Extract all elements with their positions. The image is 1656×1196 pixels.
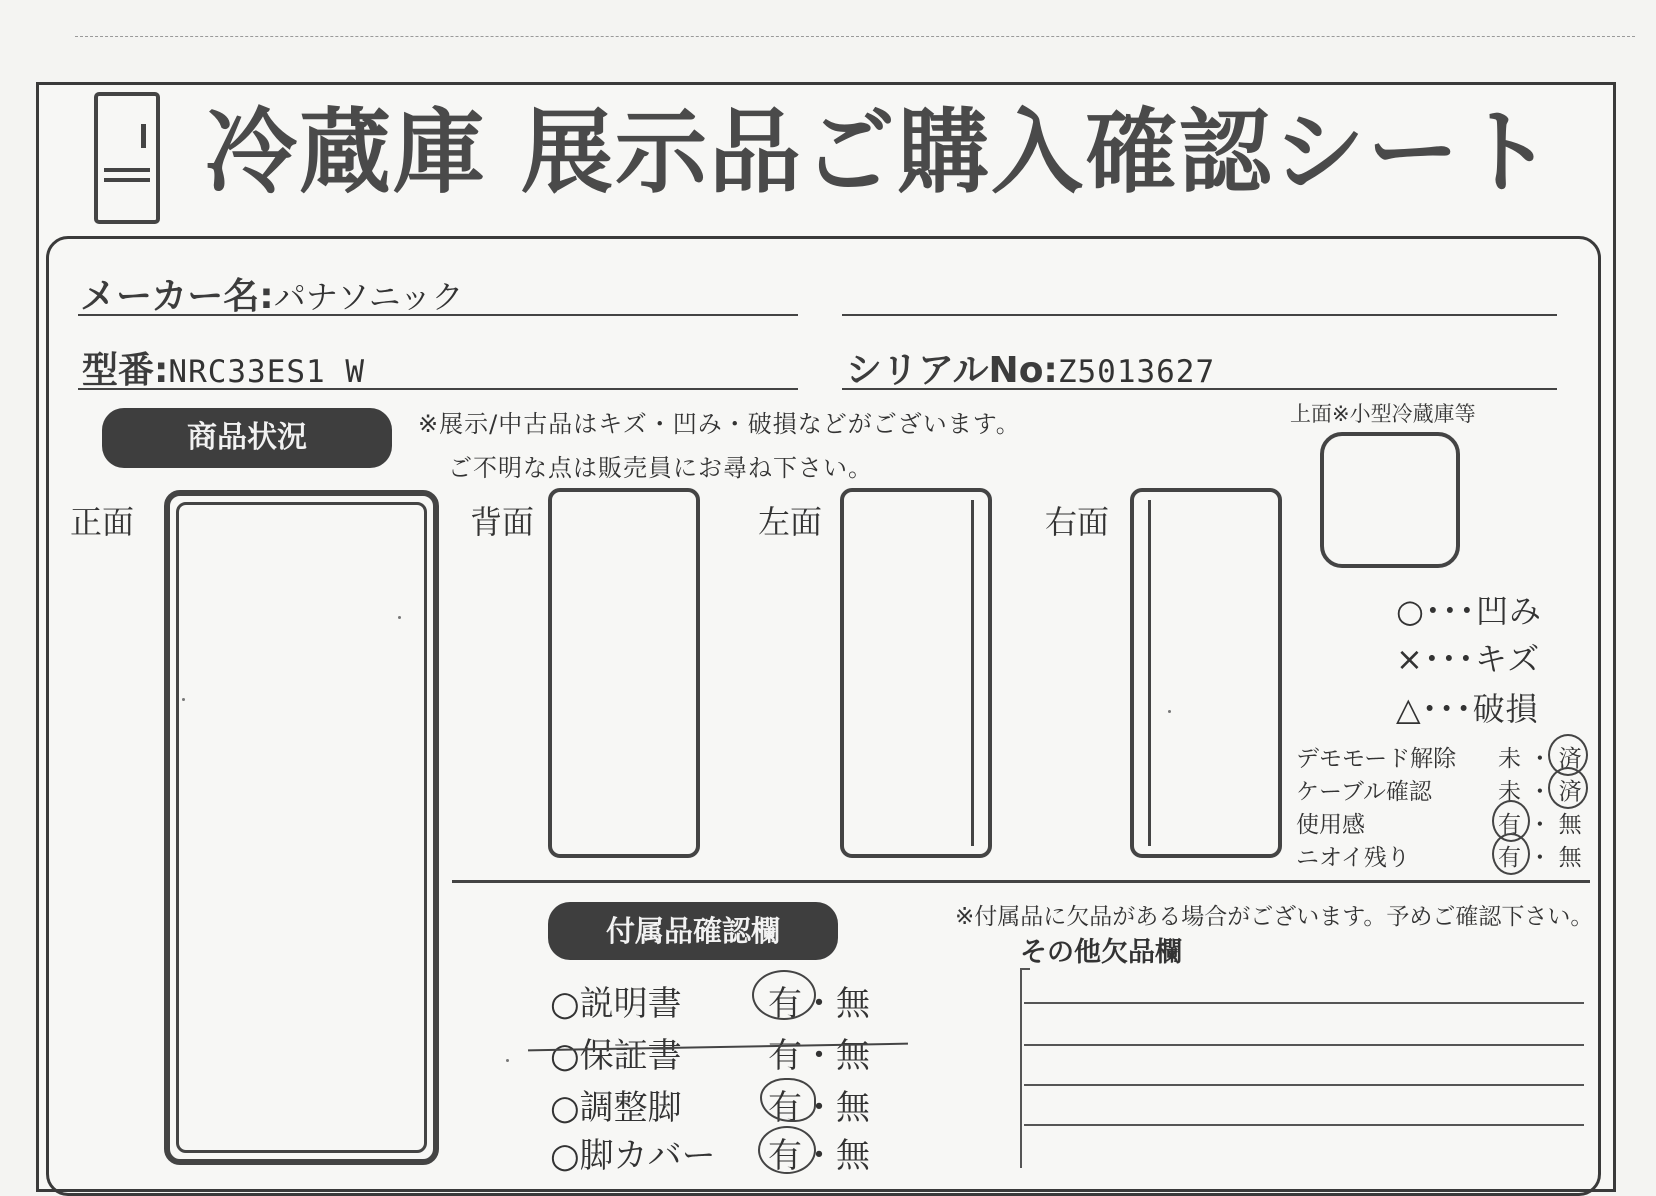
check-options-odor[interactable]: 有 ・ 無 (1498, 845, 1582, 871)
accessory-warranty: ○保証書 (550, 1036, 682, 1076)
model-field (82, 342, 365, 393)
top-note: ※小型冷蔵庫等 (1332, 402, 1476, 426)
condition-note-2: ご不明な点は販売員にお尋ね下さい。 (448, 454, 873, 482)
right-label: 右面 (1045, 503, 1110, 541)
serial-underline (842, 388, 1557, 390)
triangle-symbol: △ (1396, 690, 1422, 728)
legend-damage: △･･･破損 (1396, 690, 1539, 728)
serial-field (846, 342, 1215, 393)
model-label: 型番: (82, 350, 169, 391)
front-view-box[interactable] (164, 490, 439, 1165)
maker-field (80, 268, 463, 319)
maker-label: メーカー名: (80, 276, 274, 317)
selected-mark (1548, 767, 1588, 809)
check-options-usage[interactable]: 有 ・ 無 (1498, 812, 1582, 838)
maker-underline (78, 314, 798, 316)
selected-mark (758, 1126, 816, 1174)
check-options-demo-mode[interactable]: 未 ・ 済 (1498, 746, 1582, 772)
selected-mark (752, 970, 816, 1020)
sheet-title: 冷蔵庫 展示品ご購入確認シート (205, 99, 1556, 206)
cross-symbol: × (1396, 640, 1424, 678)
front-label: 正面 (70, 503, 135, 541)
accessory-manual-options[interactable]: 有・無 (768, 984, 870, 1024)
refrigerator-icon (94, 92, 160, 224)
other-missing-line[interactable] (1024, 1084, 1584, 1086)
other-missing-line[interactable] (1024, 1044, 1584, 1046)
accessories-pill: 付属品確認欄 (548, 902, 838, 960)
legend-scratch: ×･･･キズ (1396, 640, 1541, 678)
check-label-cable: ケーブル確認 (1296, 779, 1432, 805)
condition-pill: 商品状況 (102, 408, 392, 468)
condition-note-1: ※展示/中古品はキズ・凹み・破損などがございます。 (418, 410, 1021, 438)
model-value[interactable]: NRC33ES1_W (168, 354, 366, 390)
circle-symbol: ○ (1396, 592, 1425, 630)
top-label-group (1290, 398, 1476, 428)
other-missing-label: その他欠品欄 (1020, 937, 1182, 968)
left-label: 左面 (758, 503, 823, 541)
accessory-adjuster-foot-options[interactable]: 有・無 (768, 1088, 870, 1128)
back-label: 背面 (470, 503, 535, 541)
other-missing-line[interactable] (1024, 1124, 1584, 1126)
check-label-demo-mode: デモモード解除 (1296, 746, 1457, 772)
legend-dent: ○･･･凹み (1396, 592, 1542, 630)
maker-value[interactable]: パナソニック (273, 278, 464, 316)
accessory-adjuster-foot: ○調整脚 (550, 1088, 682, 1128)
accessories-note: ※付属品に欠品がある場合がございます。予めご確認下さい。 (955, 904, 1594, 930)
check-label-odor: ニオイ残り (1296, 845, 1410, 871)
back-view-box[interactable] (548, 488, 700, 858)
top-label: 上面 (1290, 402, 1332, 426)
blank-underline (842, 314, 1557, 316)
other-missing-bracket (1020, 968, 1022, 1168)
serial-label: シリアルNo: (846, 350, 1058, 391)
left-view-box[interactable] (840, 488, 992, 858)
accessory-warranty-options[interactable]: 有・無 (768, 1036, 870, 1076)
accessory-manual: ○説明書 (550, 984, 682, 1024)
selected-mark (1492, 833, 1530, 875)
right-view-box[interactable] (1130, 488, 1282, 858)
check-label-usage: 使用感 (1296, 812, 1365, 838)
other-missing-line[interactable] (1024, 1002, 1584, 1004)
serial-value[interactable]: Z5013627 (1057, 354, 1216, 390)
scan-top-edge (75, 36, 1635, 37)
top-view-box[interactable] (1320, 432, 1460, 568)
model-underline (78, 388, 798, 390)
section-divider (452, 880, 1590, 883)
accessory-foot-cover-options[interactable]: 有・無 (768, 1136, 870, 1176)
check-options-cable[interactable]: 未 ・ 済 (1498, 779, 1582, 805)
accessory-foot-cover: ○脚カバー (550, 1136, 716, 1176)
